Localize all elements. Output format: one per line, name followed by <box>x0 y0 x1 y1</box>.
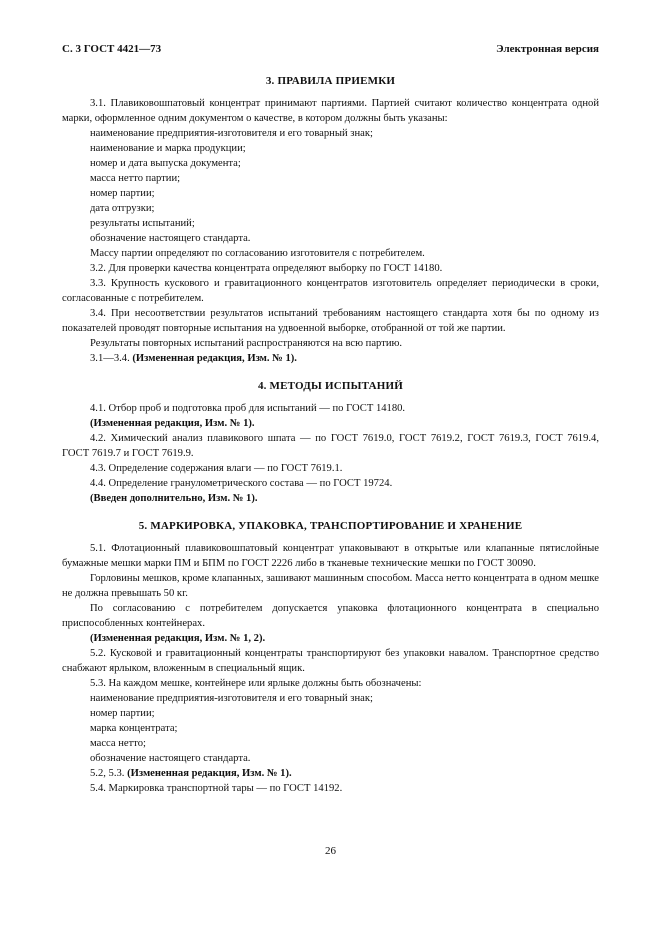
paragraph: 4.3. Определение содержания влаги — по ГОСТ 7619.1. <box>90 463 343 474</box>
paragraph: 3.3. Крупность кускового и гравитационного концентратов изготовитель определяет периодически в сроки, согласованные с потребителем. <box>62 278 599 304</box>
paragraph: 3.1. Плавиковошпатовый концентрат принимают партиями. Партией считают количество концентрата одной марки, оформленное одним документом о качестве, в котором должны быть указаны: <box>62 98 599 124</box>
amendment-note: (Введен дополнительно, Изм. № 1). <box>90 493 258 504</box>
paragraph: Массу партии определяют по согласованию изготовителя с потребителем. <box>90 248 425 259</box>
section-title: 4. МЕТОДЫ ИСПЫТАНИЙ <box>257 380 404 392</box>
paragraph: 4.2. Химический анализ плавикового шпата — по ГОСТ 7619.0, ГОСТ 7619.2, ГОСТ 7619.3, ГОСТ 7619.4, ГОСТ 7619.7 и ГОСТ 7619.9. <box>62 433 599 459</box>
list-item: результаты испытаний; <box>90 218 195 229</box>
paragraph: 4.1. Отбор проб и подготовка проб для испытаний — по ГОСТ 14180. <box>90 403 406 414</box>
amendment-note <box>62 766 599 781</box>
amendment-ref: 3.1—3.4. <box>90 353 130 364</box>
list-item: марка концентрата; <box>90 723 178 734</box>
list-item: наименование предприятия-изготовителя и его товарный знак; <box>90 693 373 704</box>
paragraph: 4.4. Определение гранулометрического состава — по ГОСТ 19724. <box>90 478 393 489</box>
amendment-ref: 5.2, 5.3. <box>90 768 125 779</box>
section-4 <box>62 379 599 506</box>
section-3 <box>62 74 599 366</box>
amendment-text: (Измененная редакция, Изм. № 1). <box>127 768 292 779</box>
list-item: наименование предприятия-изготовителя и его товарный знак; <box>90 128 373 139</box>
page-number: 26 <box>325 845 336 857</box>
paragraph: 5.2. Кусковой и гравитационный концентраты транспортируют без упаковки навалом. Транспортное средство снабжают ярлыком, вложенным в специальный ящик. <box>62 648 599 674</box>
paragraph: По согласованию с потребителем допускается упаковка флотационного концентрата в специально приспособленных контейнерах. <box>62 603 599 629</box>
list-item: дата отгрузки; <box>90 203 155 214</box>
list-item: номер и дата выпуска документа; <box>90 158 241 169</box>
list-item: номер партии; <box>90 188 155 199</box>
section-title: 5. МАРКИРОВКА, УПАКОВКА, ТРАНСПОРТИРОВАНИЕ И ХРАНЕНИЕ <box>138 520 523 532</box>
document-page <box>62 42 599 809</box>
paragraph: 3.2. Для проверки качества концентрата определяют выборку по ГОСТ 14180. <box>90 263 443 274</box>
paragraph: 5.4. Маркировка транспортной тары — по ГОСТ 14192. <box>90 783 343 794</box>
paragraph: 5.3. На каждом мешке, контейнере или ярлыке должны быть обозначены: <box>90 678 422 689</box>
section-title: 3. ПРАВИЛА ПРИЕМКИ <box>265 75 396 87</box>
list-item: номер партии; <box>90 708 155 719</box>
standard-id: С. 3 ГОСТ 4421—73 <box>62 43 162 55</box>
paragraph: 3.4. При несоответствии результатов испытаний требованиям настоящего стандарта хотя бы по одному из показателей проводят повторные испытания на удвоенной выборке, отобранной от той же партии. <box>62 308 599 334</box>
amendment-note <box>62 351 599 366</box>
list-item: обозначение настоящего стандарта. <box>90 753 251 764</box>
version-label: Электронная версия <box>496 43 599 55</box>
list-item: масса нетто; <box>90 738 146 749</box>
paragraph: Результаты повторных испытаний распространяются на всю партию. <box>90 338 403 349</box>
list-item: наименование и марка продукции; <box>90 143 246 154</box>
paragraph: 5.1. Флотационный плавиковошпатовый концентрат упаковывают в открытые или клапанные пятислойные бумажные мешки марки ПМ и БПМ по ГОСТ 2226 либо в тканевые технические мешки по ГОСТ 30090. <box>62 543 599 569</box>
list-item: обозначение настоящего стандарта. <box>90 233 251 244</box>
amendment-text: (Измененная редакция, Изм. № 1). <box>132 353 297 364</box>
list-item: масса нетто партии; <box>90 173 181 184</box>
paragraph: Горловины мешков, кроме клапанных, зашивают машинным способом. Масса нетто концентрата в одном мешке не должна превышать 50 кг. <box>62 573 599 599</box>
section-5 <box>62 519 599 796</box>
amendment-note: (Измененная редакция, Изм. № 1). <box>90 418 255 429</box>
page-header <box>62 42 599 56</box>
amendment-note: (Измененная редакция, Изм. № 1, 2). <box>90 633 266 644</box>
